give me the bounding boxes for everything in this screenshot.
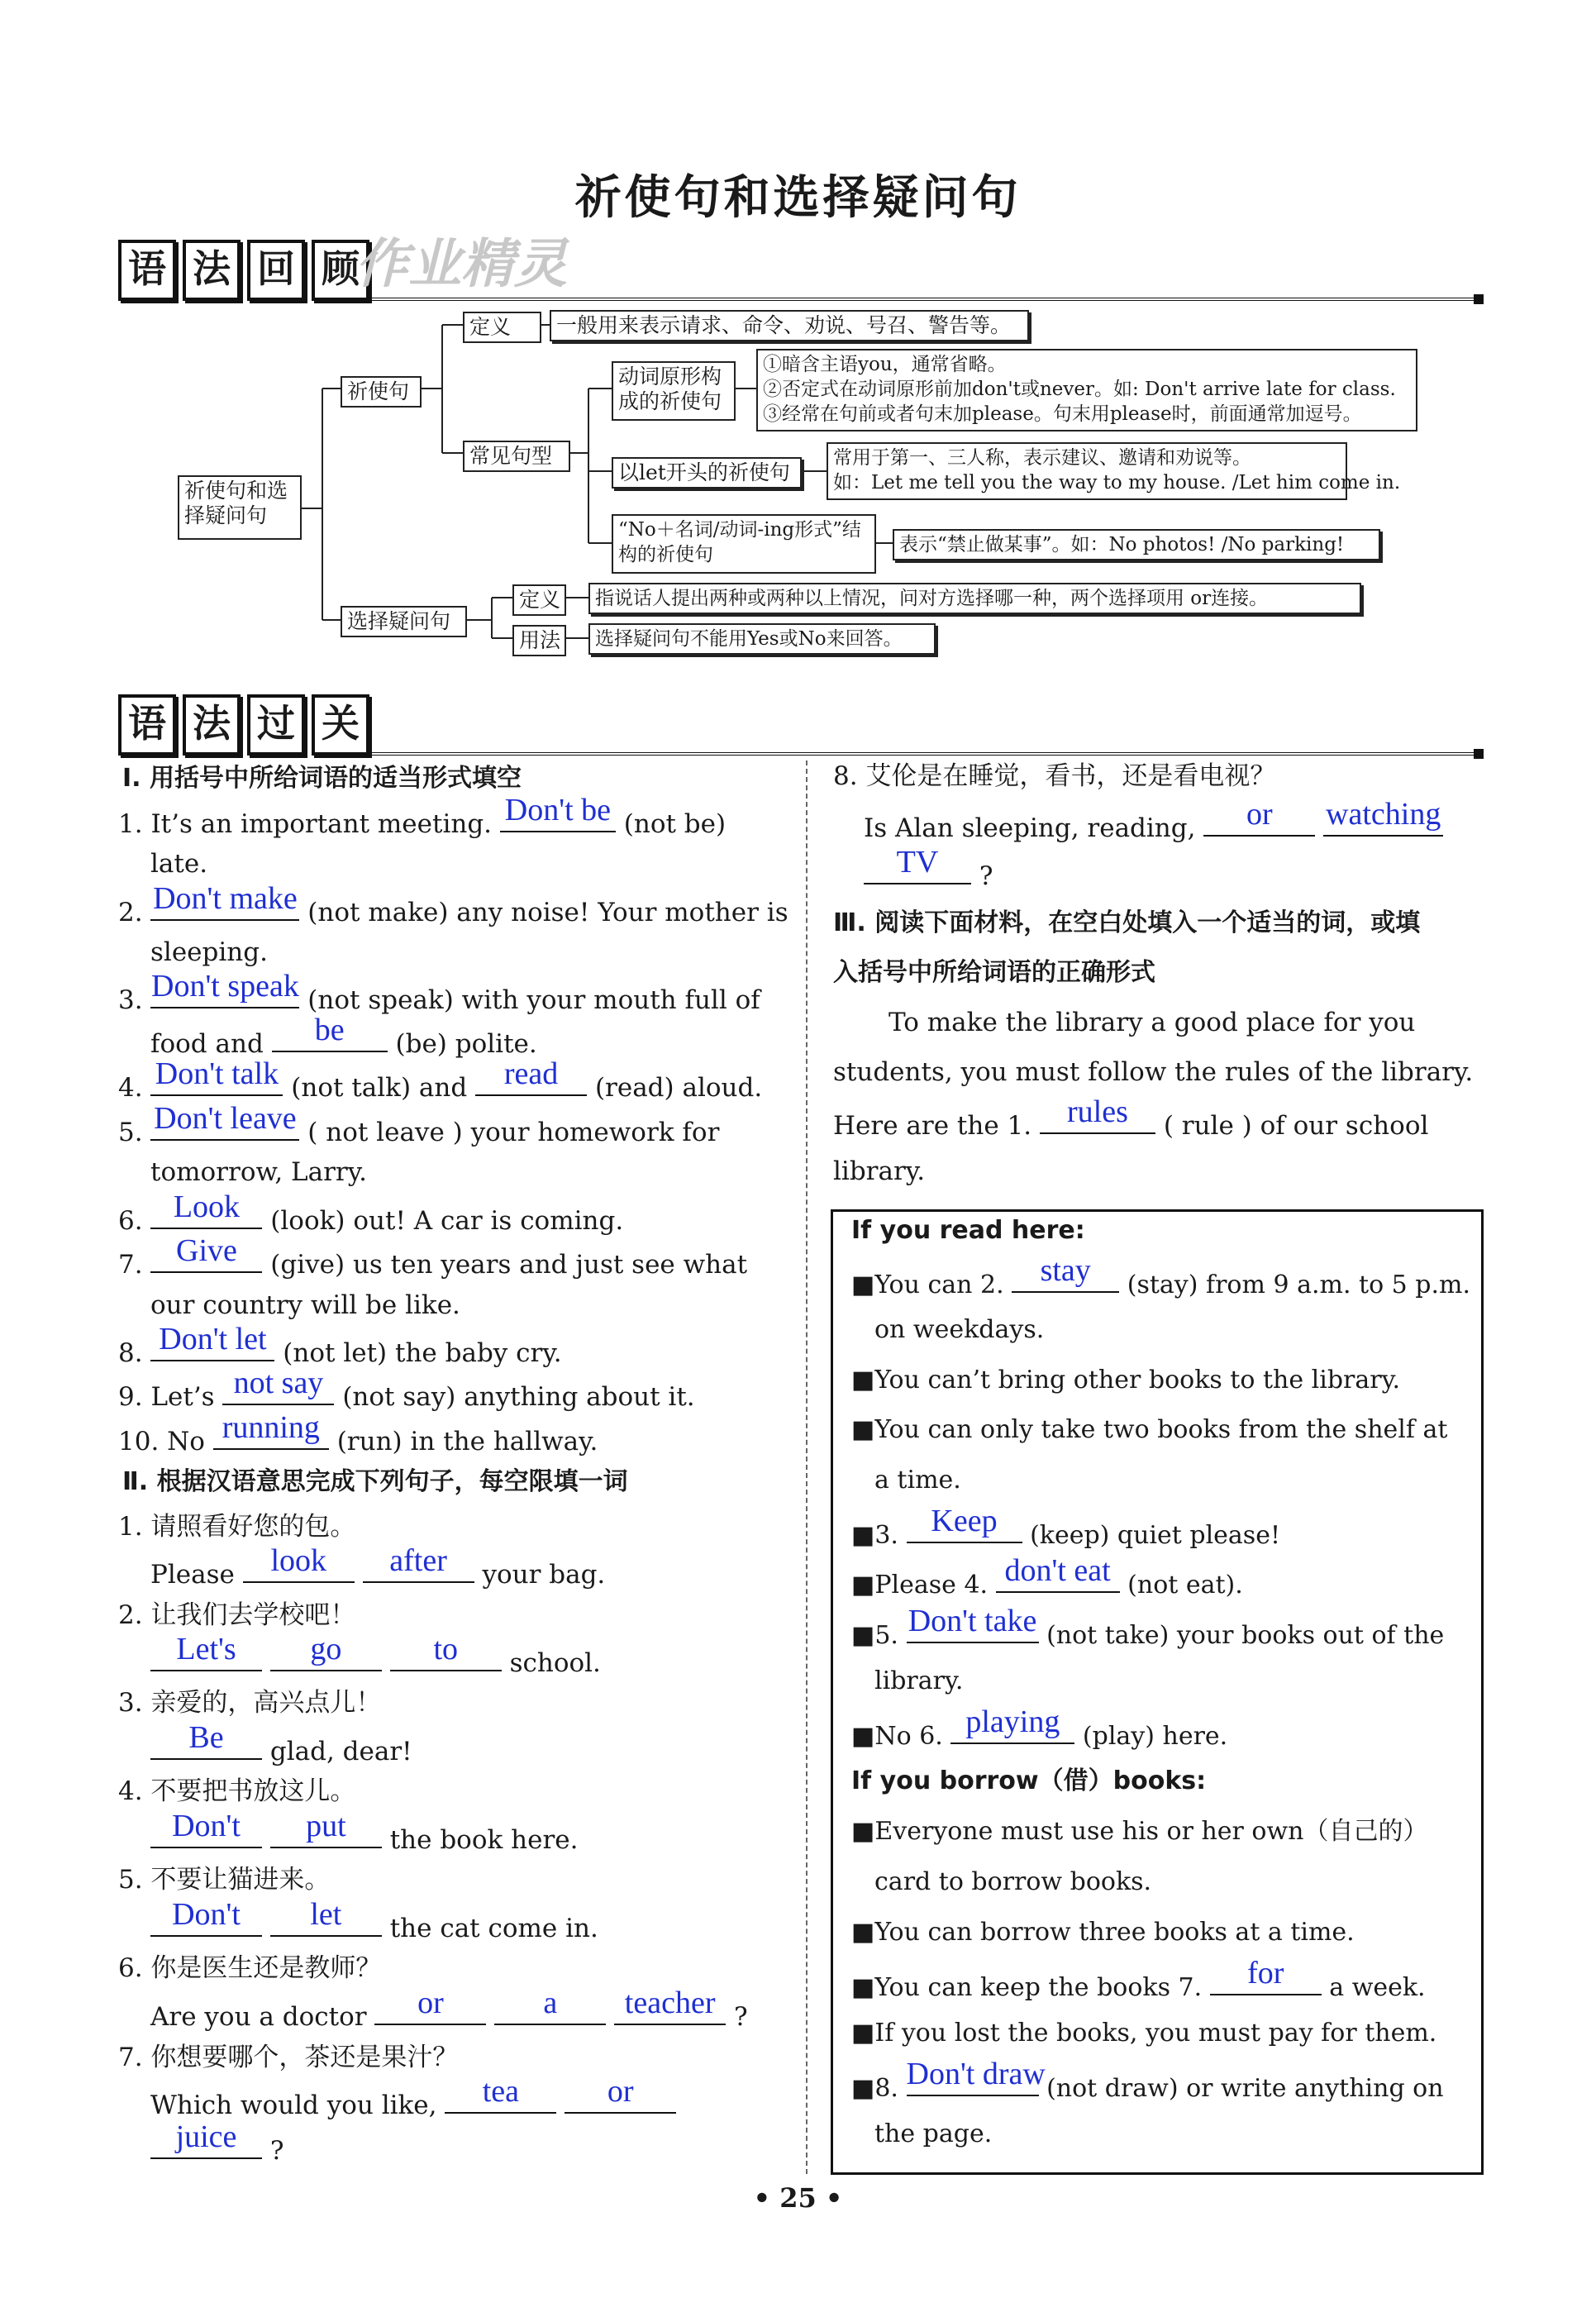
header-char: 语 [118, 694, 176, 756]
answer-text: Don't make [153, 881, 298, 916]
answer-text: juice [175, 2119, 237, 2154]
part2-q2 [150, 1632, 601, 1685]
header-char: 回 [247, 240, 305, 301]
answer-blank[interactable] [150, 1233, 262, 1273]
q-text: ( rule ) of our school [1163, 1111, 1429, 1141]
q-text: It’s an important meeting. [150, 809, 493, 839]
rules-subheading: If you read here: [851, 1216, 1085, 1245]
answer-blank[interactable] [565, 2074, 676, 2114]
q-text: school. [509, 1648, 601, 1678]
q-text: (not talk) and [291, 1073, 468, 1103]
answer-blank[interactable] [500, 793, 616, 832]
answer-blank[interactable] [390, 1632, 502, 1671]
q-text: (stay) from 9 a.m. to 5 p.m. [1127, 1271, 1471, 1299]
q-text: library. [874, 1666, 964, 1695]
q-text: the cat come in. [389, 1914, 598, 1943]
answer-text: Be [188, 1720, 224, 1755]
rule-5 [851, 1604, 1445, 1658]
answer-text: to [433, 1632, 458, 1666]
note-line: 如：Let me tell you the way to my house. /Let him come in. [833, 472, 1401, 493]
q-text: (read) aloud. [594, 1073, 763, 1103]
q-text: (be) polite. [395, 1029, 537, 1059]
passage-text: students, you must follow the rules of the library. [833, 1057, 1474, 1087]
answer-text: read [503, 1056, 559, 1091]
answer-blank[interactable] [907, 1604, 1039, 1643]
mindmap-let-label: 以let开头的祈使句 [612, 457, 802, 489]
q-text: (not draw) or write anything on [1046, 2074, 1444, 2103]
header-square [1474, 749, 1484, 759]
rules-subheading: If you borrow（借）books: [851, 1766, 1207, 1795]
q-chinese: 2. 让我们去学校吧！ [118, 1600, 356, 1630]
answer-text: TV [896, 845, 939, 880]
answer-blank[interactable] [150, 1322, 274, 1361]
answer-text: Don't take [908, 1604, 1037, 1638]
q-num: 10. [118, 1427, 160, 1456]
passage-text: To make the library a good place for you [889, 1008, 1416, 1037]
part2-q1 [150, 1543, 606, 1597]
answer-text: rules [1067, 1094, 1128, 1129]
part1-q2 [118, 881, 788, 935]
q-text: sleeping. [150, 937, 268, 967]
passage-text: library. [833, 1156, 926, 1186]
mindmap-choice-def-label: 定义 [512, 584, 566, 616]
answer-blank[interactable] [150, 1056, 283, 1096]
q-text: our country will be like. [150, 1290, 460, 1320]
answer-blank[interactable] [475, 1056, 587, 1096]
mindmap-imperative: 祈使句 [341, 376, 422, 408]
answer-blank[interactable] [614, 1986, 726, 2025]
answer-blank[interactable] [150, 1720, 262, 1760]
answer-text: playing [965, 1704, 1060, 1739]
q-text: (not make) any noise! Your mother is [307, 898, 788, 927]
q-text: the book here. [389, 1825, 579, 1855]
answer-text: or [417, 1986, 444, 2020]
answer-blank[interactable] [270, 1897, 382, 1937]
q-chinese: 5. 不要让猫进来。 [118, 1865, 331, 1895]
rule-text: ■Everyone must use his or her own（自己的） [851, 1817, 1428, 1846]
answer-blank[interactable] [150, 1897, 262, 1937]
answer-blank[interactable] [213, 1410, 329, 1450]
q-text: your bag. [482, 1560, 606, 1590]
header-char: 语 [118, 240, 176, 301]
answer-blank[interactable] [150, 969, 299, 1008]
answer-text: look [270, 1543, 326, 1578]
q-text: (not let) the baby cry. [283, 1338, 562, 1368]
answer-blank[interactable] [222, 1366, 334, 1405]
answer-text: be [314, 1013, 345, 1047]
answer-blank[interactable] [150, 1189, 262, 1229]
part2-q8 [864, 797, 1443, 851]
answer-text: a [543, 1986, 558, 2020]
q-text: (keep) quiet please! [1030, 1521, 1281, 1550]
q-text: late. [150, 849, 208, 879]
part1-q9 [118, 1366, 695, 1419]
part2-q6 [150, 1986, 748, 2039]
q-text: a week. [1329, 1973, 1426, 2002]
part2-q5 [150, 1897, 598, 1951]
q-text: ■8. [851, 2074, 898, 2103]
answer-text: tea [482, 2074, 520, 2109]
header-char: 过 [247, 694, 305, 756]
answer-blank[interactable] [150, 2119, 262, 2159]
answer-text: don't eat [1004, 1553, 1111, 1588]
answer-text: Don't [172, 1809, 241, 1843]
q-text: (give) us ten years and just see what [270, 1250, 748, 1280]
mindmap-verb-base-notes [756, 349, 1417, 431]
answer-text: after [389, 1543, 447, 1578]
part1-q3 [118, 969, 760, 1023]
answer-blank[interactable] [150, 1809, 262, 1848]
q-num: 4. [118, 1073, 143, 1103]
mindmap-verb-base: 动词原形构成的祈使句 [612, 361, 736, 421]
part1-q8 [118, 1322, 562, 1375]
answer-text: Give [176, 1233, 237, 1268]
answer-text: Keep [931, 1504, 998, 1538]
part2-q4 [150, 1809, 579, 1862]
rule-8 [851, 2057, 1444, 2111]
header-char: 关 [312, 694, 369, 756]
part2-q7-cont [150, 2119, 284, 2173]
mindmap-definition-text: 一般用来表示请求、命令、劝说、号召、警告等。 [550, 310, 1029, 341]
header-char: 顾 [312, 240, 369, 301]
q-text: Is Alan sleeping, reading, [864, 813, 1196, 843]
rule-2 [851, 1253, 1471, 1308]
section-header-practice [118, 694, 1482, 760]
header-char: 法 [183, 694, 241, 756]
answer-blank[interactable] [374, 1986, 486, 2025]
q-text: food and [150, 1029, 264, 1059]
answer-text: Don't draw [906, 2057, 1046, 2091]
mindmap-let-notes [827, 442, 1401, 500]
answer-blank[interactable] [906, 2057, 1046, 2096]
q-text: ? [269, 2136, 284, 2166]
part1-q1 [118, 793, 727, 846]
answer-blank[interactable] [1323, 797, 1443, 837]
q-text: ? [979, 861, 993, 891]
page-title: 祈使句和选择疑问句 [574, 171, 1022, 225]
q-text: (look) out! A car is coming. [270, 1206, 624, 1236]
rule-text: ■You can’t bring other books to the library. [851, 1366, 1401, 1394]
part1-q7 [118, 1233, 748, 1287]
rule-text: the page. [874, 2119, 993, 2148]
q-chinese: 1. 请照看好您的包。 [118, 1512, 356, 1542]
q-text: ■You can keep the books 7. [851, 1973, 1203, 2002]
answer-blank[interactable] [1210, 1956, 1322, 1995]
rule-3 [851, 1504, 1281, 1558]
answer-text: or [607, 2074, 634, 2109]
mindmap-no-note: 表示“禁止做某事”。如：No photos! /No parking! [893, 529, 1380, 560]
answer-blank[interactable] [363, 1543, 474, 1583]
part2-q3 [150, 1720, 412, 1774]
q-text: (not take) your books out of the [1046, 1621, 1445, 1650]
answer-text: Let's [176, 1632, 236, 1666]
answer-blank[interactable] [1040, 1094, 1155, 1134]
q-text: (not say) anything about it. [342, 1382, 695, 1412]
mindmap-no-label: “No＋名词/动词-ing形式”结构的祈使句 [612, 514, 876, 574]
answer-blank[interactable] [150, 1101, 299, 1141]
q-chinese: 4. 不要把书放这儿。 [118, 1776, 356, 1806]
rule-4 [851, 1553, 1243, 1608]
q-text: (not eat). [1127, 1571, 1243, 1599]
q-num: 9. [118, 1382, 143, 1412]
part1-q10 [118, 1410, 598, 1464]
answer-blank[interactable] [1203, 797, 1315, 837]
q-text: ■3. [851, 1521, 898, 1550]
q-text: Are you a doctor [150, 2002, 367, 2032]
rule-6 [851, 1704, 1228, 1759]
rule-text: ■You can borrow three books at a time. [851, 1918, 1355, 1947]
rule-text: ■If you lost the books, you must pay for them. [851, 2019, 1437, 2048]
rule-text: a time. [874, 1466, 961, 1495]
answer-text: Don't speak [151, 969, 299, 1004]
answer-text: put [306, 1809, 346, 1843]
mindmap-choice-def: 指说话人提出两种或两种以上情况，问对方选择哪一种，两个选择项用 or连接。 [588, 583, 1361, 614]
answer-blank[interactable] [950, 1704, 1074, 1744]
mindmap-root: 祈使句和选择疑问句 [178, 475, 302, 540]
mindmap-definition-label: 定义 [463, 312, 541, 343]
answer-blank[interactable] [243, 1543, 355, 1583]
part1-q5 [118, 1101, 720, 1155]
answer-text: not say [233, 1366, 324, 1400]
answer-blank[interactable] [996, 1553, 1120, 1593]
answer-text: Don't let [159, 1322, 267, 1356]
column-divider [806, 760, 808, 2174]
note-line: ①暗含主语you，通常省略。 [763, 354, 1007, 375]
mindmap-usage: 选择疑问句不能用Yes或No来回答。 [588, 623, 936, 655]
q-text: ( not leave ) your homework for [307, 1118, 720, 1147]
answer-blank[interactable] [907, 1504, 1022, 1543]
answer-blank[interactable] [150, 881, 299, 921]
note-line: ③经常在句前或者句末加please。句末用please时，前面通常加逗号。 [763, 403, 1362, 425]
q-text: glad, dear! [269, 1737, 412, 1766]
answer-text: Don't leave [154, 1101, 297, 1136]
answer-text: teacher [624, 1986, 716, 2020]
q-text: (play) here. [1082, 1722, 1228, 1751]
q-text: ■No 6. [851, 1722, 943, 1751]
answer-text: Don't be [504, 793, 612, 827]
rule-7 [851, 1956, 1426, 2010]
q-chinese: 6. 你是医生还是教师？ [118, 1953, 382, 1983]
q-chinese: 7. 你想要哪个，茶还是果汁？ [118, 2043, 459, 2072]
q-text: Here are the 1. [833, 1111, 1032, 1141]
answer-blank[interactable] [270, 1809, 382, 1848]
answer-text: let [310, 1897, 342, 1932]
note-line: ②否定式在动词原形前加don't或never。如: Don't arrive late for class. [763, 379, 1396, 400]
answer-text: watching [1326, 797, 1441, 832]
mindmap-choice: 选择疑问句 [341, 606, 467, 637]
part2-heading: Ⅱ. 根据汉语意思完成下列句子，每空限填一词 [122, 1467, 628, 1496]
answer-text: Don't talk [155, 1056, 279, 1091]
answer-blank[interactable] [864, 845, 971, 884]
answer-text: or [1246, 797, 1273, 832]
part1-heading: Ⅰ. 用括号中所给词语的适当形式填空 [122, 764, 522, 793]
q-text: (not speak) with your mouth full of [307, 985, 760, 1015]
answer-text: for [1247, 1956, 1284, 1990]
rule-text: card to borrow books. [874, 1867, 1152, 1896]
q-num: 5. [118, 1118, 143, 1147]
passage-q1 [833, 1094, 1429, 1148]
q-num: 6. [118, 1206, 143, 1236]
q-text: No [167, 1427, 205, 1456]
q-num: 8. [118, 1338, 143, 1368]
answer-blank[interactable] [272, 1013, 388, 1052]
q-num: 7. [118, 1250, 143, 1280]
q-text: Please [150, 1560, 235, 1590]
answer-text: Look [173, 1189, 241, 1224]
header-char: 法 [183, 240, 241, 301]
answer-blank[interactable] [150, 1632, 262, 1671]
q-text: ? [734, 2002, 748, 2032]
q-text: ■You can 2. [851, 1271, 1004, 1299]
q-chinese: 8. 艾伦是在睡觉，看书，还是看电视？ [833, 761, 1276, 791]
note-line: 常用于第一、三人称，表示建议、邀请和劝说等。 [833, 447, 1251, 469]
part3-heading: 入括号中所给词语的正确形式 [833, 958, 1155, 987]
q-text: on weekdays. [874, 1315, 1045, 1344]
page-number: • 25 • [753, 2182, 843, 2214]
answer-text: Don't [172, 1897, 241, 1932]
answer-text: running [222, 1410, 320, 1445]
watermark: 作业精灵 [355, 234, 567, 295]
answer-blank[interactable] [1012, 1253, 1119, 1293]
q-num: 2. [118, 898, 143, 927]
answer-blank[interactable] [445, 2074, 556, 2114]
part3-heading: Ⅲ. 阅读下面材料，在空白处填入一个适当的词，或填 [833, 908, 1421, 937]
q-num: 1. [118, 809, 143, 839]
mindmap-usage-label: 用法 [512, 625, 566, 656]
q-text: (run) in the hallway. [336, 1427, 598, 1456]
rule-text: ■You can only take two books from the shelf at [851, 1415, 1448, 1444]
mindmap-common-patterns: 常见句型 [463, 441, 570, 472]
q-text: tomorrow, Larry. [150, 1157, 368, 1187]
q-text: (not be) [623, 809, 727, 839]
part2-q8-cont [864, 845, 993, 899]
answer-blank[interactable] [270, 1632, 382, 1671]
answer-text: go [310, 1632, 342, 1666]
q-text: ■Please 4. [851, 1571, 989, 1599]
q-text: ■5. [851, 1621, 898, 1650]
q-text: Which would you like, [150, 2091, 437, 2120]
answer-blank[interactable] [494, 1986, 606, 2025]
q-text: Let’s [150, 1382, 215, 1412]
q-num: 3. [118, 985, 143, 1015]
answer-text: stay [1040, 1253, 1091, 1288]
q-chinese: 3. 亲爱的，高兴点儿！ [118, 1688, 382, 1718]
